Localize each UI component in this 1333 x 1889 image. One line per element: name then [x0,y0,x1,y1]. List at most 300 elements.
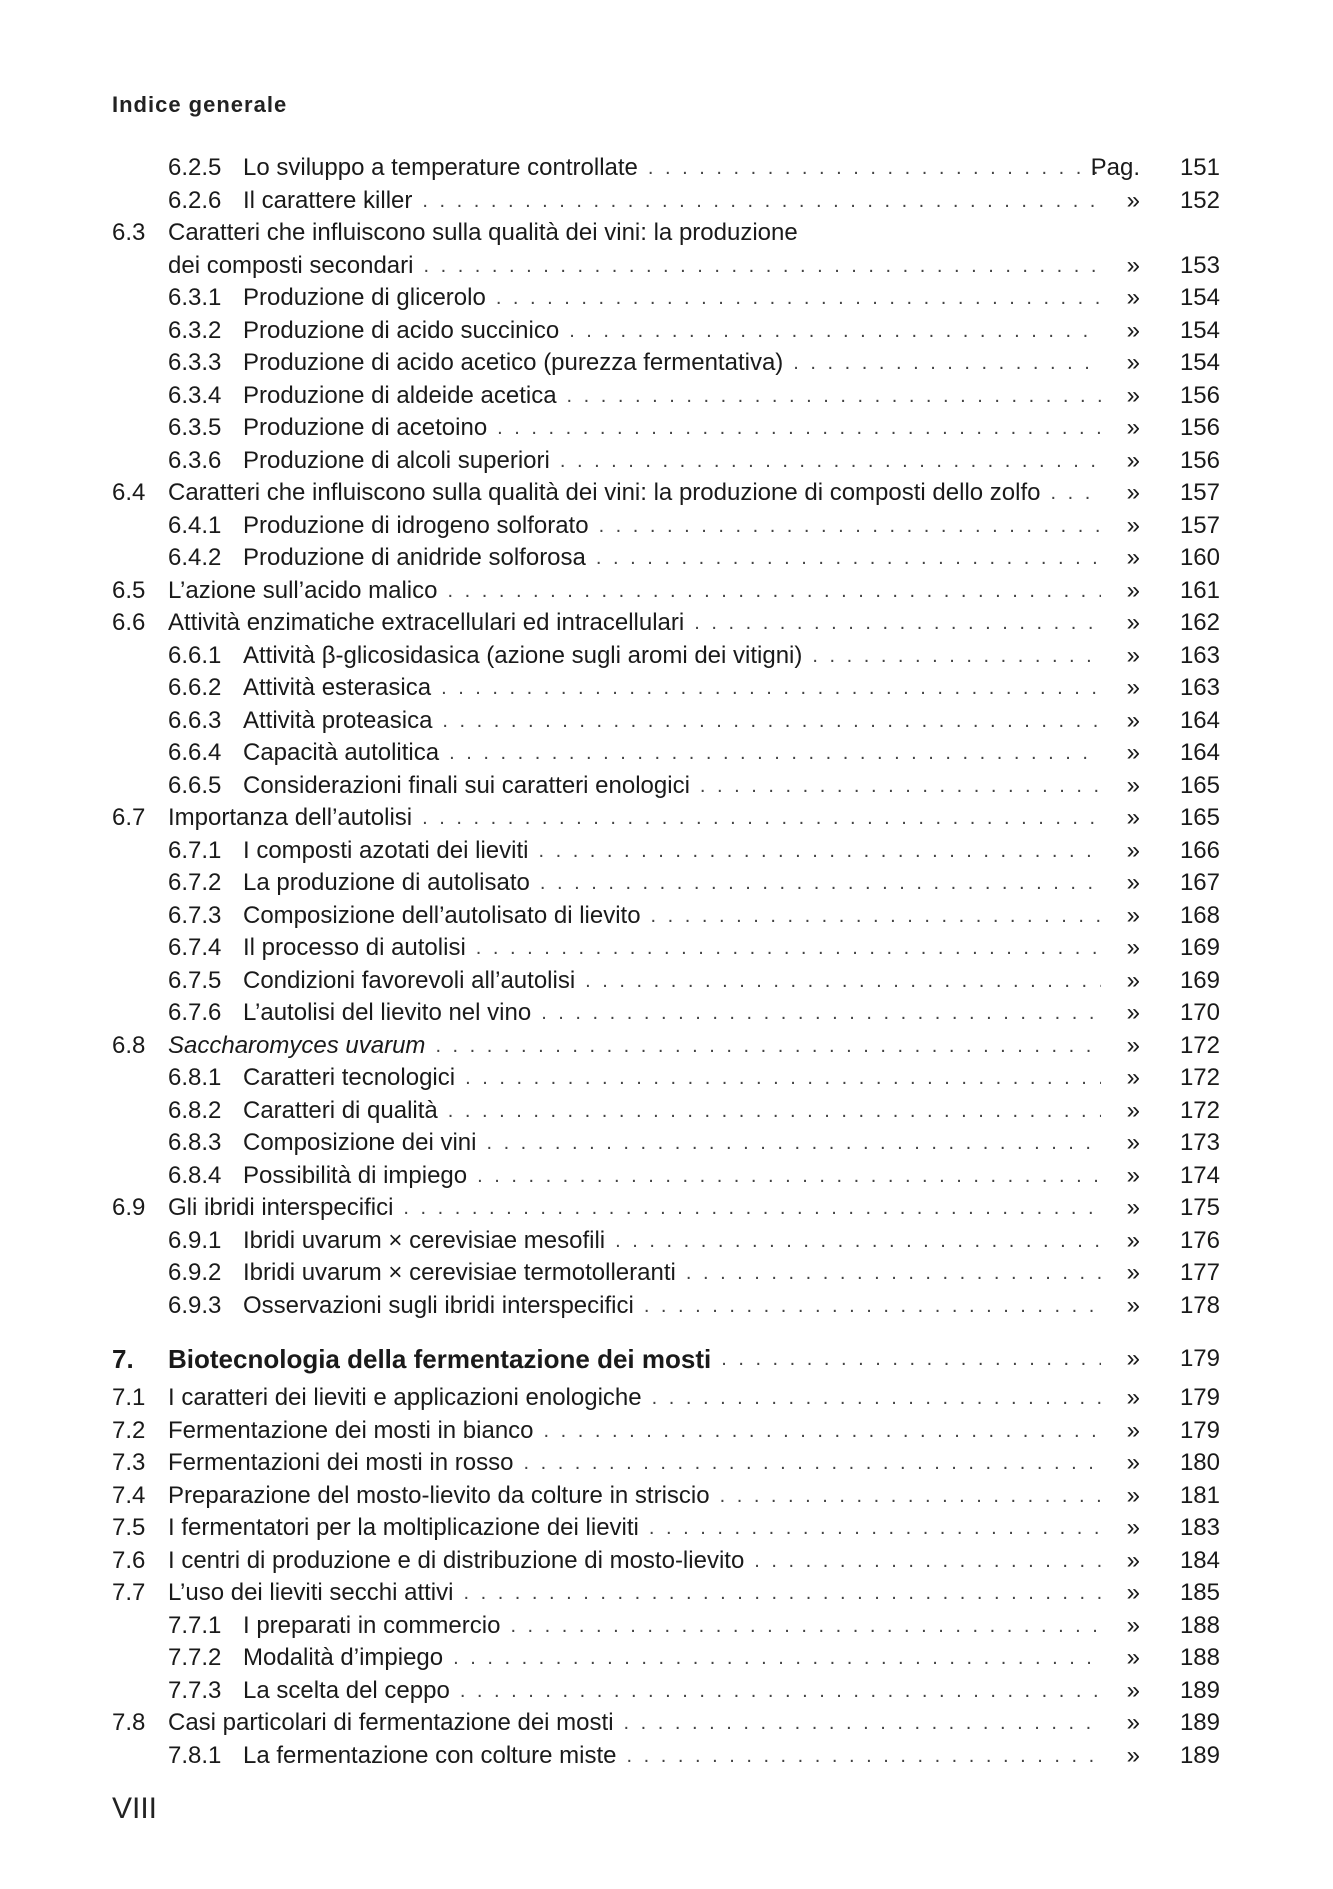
entry-title-line [243,542,1101,575]
page-reference: 166 [1179,836,1220,864]
section-title: Gli ibridi interspecifici [168,1192,403,1225]
page-marker: » [1126,934,1140,961]
dot-leader [460,1675,1101,1708]
entry-title-line [243,1257,1101,1290]
toc-entry [0,1062,1333,1095]
entry-title-line [168,1382,1101,1415]
page-marker: » [1126,674,1140,701]
dot-leader [477,1160,1101,1193]
entry-title-line [168,477,1101,510]
toc-entry [0,705,1333,738]
section-number: 6.8.1 [168,1064,222,1091]
dot-leader [649,1512,1101,1545]
section-number: 7.7 [112,1579,146,1606]
dot-leader [403,1192,1101,1225]
page-reference: 174 [1179,1161,1220,1189]
page-reference: 154 [1179,349,1220,376]
toc-entry [0,217,1333,250]
page-reference: 165 [1179,804,1220,831]
toc-entry [0,965,1333,998]
toc-entry [0,315,1333,348]
page-marker: » [1126,1579,1140,1606]
section-title: Biotecnologia della fermentazione dei mosti [168,1336,721,1382]
page-reference: 172 [1179,1031,1220,1059]
entry-title-line [243,152,1101,185]
dot-leader [497,412,1101,445]
page-reference: 178 [1179,1291,1220,1319]
page-marker: » [1126,1546,1140,1574]
page-marker: » [1126,284,1140,311]
page-marker: » [1126,251,1140,279]
dot-leader [812,640,1101,673]
section-title: Attività enzimatiche extracellulari ed intracellulari [168,607,694,640]
section-number: 6.4.2 [168,544,222,571]
page-reference: 179 [1179,1416,1220,1444]
section-title: Lo sviluppo a temperature controllate [243,152,648,185]
page-marker: » [1126,1676,1140,1704]
section-title: Produzione di aldeide acetica [243,380,567,413]
entry-title-line [243,932,1101,965]
dot-leader [560,445,1101,478]
dot-leader [447,575,1101,608]
page-reference: 189 [1179,1676,1220,1704]
section-title: La scelta del ceppo [243,1675,460,1708]
entry-title-line [168,1415,1101,1448]
section-title: Fermentazione dei mosti in bianco [168,1415,544,1448]
entry-title-line [168,1336,1101,1382]
section-number: 6.6.4 [168,739,222,766]
section-title: Il carattere killer [243,185,422,218]
entry-title-line [243,510,1101,543]
section-number: 6.9.1 [168,1226,222,1254]
section-title: L’autolisi del lievito nel vino [243,997,541,1030]
section-number: 6.7.2 [168,869,222,896]
toc-entry [0,737,1333,770]
page-reference: 185 [1179,1579,1220,1606]
toc-entry [0,1257,1333,1290]
page-reference: 172 [1179,1064,1220,1091]
entry-title-line [243,997,1101,1030]
section-number: 7.7.2 [168,1644,222,1671]
section-number: 6.3.5 [168,414,222,441]
page-marker: » [1126,381,1140,409]
section-number: 7.7.3 [168,1676,222,1704]
dot-leader [1050,477,1101,510]
section-number: 6.6 [112,609,146,636]
page-reference: 163 [1179,674,1220,701]
page-marker: » [1126,316,1140,344]
entry-title-line [243,445,1101,478]
entry-title-line [243,185,1101,218]
toc-entry [0,932,1333,965]
section-number: 7.6 [112,1546,146,1574]
toc-entry [0,1610,1333,1643]
page-reference: 156 [1179,414,1220,441]
entry-title-line [168,575,1101,608]
section-number: 7.5 [112,1514,146,1541]
page-reference: 164 [1179,739,1220,766]
page-reference: 164 [1179,706,1220,734]
toc-entry [0,640,1333,673]
dot-leader [596,542,1101,575]
dot-leader [721,1336,1101,1382]
entry-title-line [243,282,1101,315]
section-title: Attività esterasica [243,672,441,705]
section-number: 6.8 [112,1031,146,1059]
dot-leader [567,380,1101,413]
page-reference: 181 [1179,1481,1220,1509]
entry-title-line [243,1160,1101,1193]
section-number: 6.9.2 [168,1259,222,1286]
toc-entry [0,542,1333,575]
toc-entry [0,477,1333,510]
section-number: 6.3.1 [168,284,222,311]
page-marker: » [1126,414,1140,441]
page-reference: 157 [1179,511,1220,539]
section-number: 7. [112,1344,134,1374]
page-reference: 169 [1179,934,1220,961]
dot-leader [453,1642,1101,1675]
section-number: 6.9 [112,1194,146,1221]
dot-leader [449,737,1101,770]
toc-entry [0,1675,1333,1708]
section-title: Composizione dell’autolisato di lievito [243,900,651,933]
section-number: 7.8.1 [168,1741,222,1769]
dot-leader [441,672,1101,705]
section-number: 7.7.1 [168,1611,222,1639]
section-title: Produzione di anidride solforosa [243,542,596,575]
dot-leader [644,1290,1101,1323]
entry-title-line [243,315,1101,348]
page-marker: » [1126,1345,1140,1372]
dot-leader [510,1610,1101,1643]
section-title: La fermentazione con colture miste [243,1740,627,1773]
toc-entry [0,1415,1333,1448]
dot-leader [463,1577,1101,1610]
toc-entry [0,1512,1333,1545]
entry-title-line [168,217,1101,250]
section-title: Saccharomyces uvarum [168,1030,435,1063]
section-number: 7.4 [112,1481,146,1509]
toc-entry [0,1577,1333,1610]
section-number: 6.3.6 [168,446,222,474]
page-reference: 162 [1179,609,1220,636]
section-title: L’uso dei lieviti secchi attivi [168,1577,463,1610]
page-reference: 179 [1179,1345,1220,1372]
section-number: 6.8.2 [168,1096,222,1124]
section-number: 6.8.4 [168,1161,222,1189]
page-reference: 173 [1179,1129,1220,1156]
toc-entry [0,770,1333,803]
section-title: Caratteri che influiscono sulla qualità dei vini: la produzione di composti dello zolfo [168,477,1050,510]
page-marker: » [1126,1096,1140,1124]
entry-title-line [243,1127,1101,1160]
page-marker: » [1126,1031,1140,1059]
page-reference: 154 [1179,316,1220,344]
dot-leader [651,900,1101,933]
section-number: 6.3 [112,219,146,246]
toc-entry [0,1707,1333,1740]
section-title: Ibridi uvarum × cerevisiae termotolleranti [243,1257,686,1290]
toc-entry [0,282,1333,315]
section-title: Attività proteasica [243,705,442,738]
dot-leader [422,185,1101,218]
dot-leader [544,1415,1101,1448]
section-number: 6.2.6 [168,186,222,214]
dot-leader [615,1225,1101,1258]
section-title: Attività β-glicosidasica (azione sugli aromi dei vitigni) [243,640,812,673]
section-title: Produzione di acido acetico (purezza fermentativa) [243,347,793,380]
section-title: Il processo di autolisi [243,932,476,965]
dot-leader [599,510,1101,543]
toc-entry [0,250,1333,283]
dot-leader [652,1382,1101,1415]
toc-entry [0,185,1333,218]
section-title: Caratteri di qualità [243,1095,448,1128]
section-title: Caratteri tecnologici [243,1062,465,1095]
page-reference: 175 [1179,1194,1220,1221]
toc-entry [0,607,1333,640]
page-marker: » [1126,836,1140,864]
dot-leader [435,1030,1101,1063]
page-reference: 179 [1179,1384,1220,1411]
page-reference: 172 [1179,1096,1220,1124]
section-title: Composizione dei vini [243,1127,486,1160]
entry-title-line [243,770,1101,803]
page-marker: » [1126,544,1140,571]
toc-entry [0,1095,1333,1128]
dot-leader [700,770,1101,803]
section-title: Casi particolari di fermentazione dei mosti [168,1707,624,1740]
section-number: 6.6.2 [168,674,222,701]
page-marker: » [1126,901,1140,929]
toc-entry [0,1642,1333,1675]
dot-leader [422,802,1101,835]
entry-title-line [168,802,1101,835]
entry-title-line [168,1030,1101,1063]
toc-entry [0,152,1333,185]
running-head: Indice generale [112,92,288,117]
section-title: Possibilità di impiego [243,1160,477,1193]
toc-entry [0,347,1333,380]
section-number: 6.7 [112,804,146,831]
page-marker: » [1126,966,1140,994]
page-reference: 152 [1179,186,1220,214]
dot-leader [465,1062,1101,1095]
section-number: 6.6.5 [168,771,222,799]
section-number: 6.7.6 [168,999,222,1026]
toc-entry [0,380,1333,413]
section-number: 7.1 [112,1384,146,1411]
section-number: 7.8 [112,1709,146,1736]
section-number: 6.5 [112,576,146,604]
entry-title-line [243,965,1101,998]
section-number: 7.2 [112,1416,146,1444]
toc-entry [0,1447,1333,1480]
dot-leader [793,347,1101,380]
dot-leader [627,1740,1101,1773]
section-title: Produzione di glicerolo [243,282,496,315]
section-number: 6.4.1 [168,511,222,539]
page-marker: » [1126,1161,1140,1189]
page-marker: » [1126,739,1140,766]
toc-entry [0,802,1333,835]
section-title: Produzione di acido succinico [243,315,569,348]
section-title: I caratteri dei lieviti e applicazioni enologiche [168,1382,652,1415]
dot-leader [720,1480,1101,1513]
toc-entry [0,1290,1333,1323]
page-reference: 176 [1179,1226,1220,1254]
section-title: Osservazioni sugli ibridi interspecifici [243,1290,644,1323]
page-reference: 183 [1179,1514,1220,1541]
page-marker: » [1126,1226,1140,1254]
entry-title-line [243,672,1101,705]
entry-title-line [243,1062,1101,1095]
entry-title-line [168,250,1101,283]
page-marker: » [1126,1644,1140,1671]
page-reference: 188 [1179,1611,1220,1639]
entry-title-line [243,835,1101,868]
dot-leader [648,152,1101,185]
dot-leader [423,250,1101,283]
toc-entry [0,997,1333,1030]
toc-entry [0,1160,1333,1193]
section-title: I fermentatori per la moltiplicazione dei lieviti [168,1512,649,1545]
table-of-contents [0,152,1333,1772]
page-marker: » [1126,1709,1140,1736]
toc-entry [0,510,1333,543]
section-title: Considerazioni finali sui caratteri enologici [243,770,700,803]
section-title: Produzione di acetoino [243,412,497,445]
entry-title-line [243,412,1101,445]
toc-entry [0,672,1333,705]
page-reference: 165 [1179,771,1220,799]
page-marker: » [1126,1194,1140,1221]
dot-leader [541,997,1101,1030]
page-reference: 180 [1179,1449,1220,1476]
page-marker: » [1126,1514,1140,1541]
entry-title-line [243,737,1101,770]
toc-entry [0,900,1333,933]
section-number: 6.6.1 [168,641,222,669]
page-marker: » [1126,349,1140,376]
page-reference: 169 [1179,966,1220,994]
section-title: Caratteri che influiscono sulla qualità dei vini: la produzione [168,217,808,250]
section-title: L’azione sull’acido malico [168,575,447,608]
page-number: VIII [112,1792,158,1825]
page-marker: » [1126,1449,1140,1476]
dot-leader [448,1095,1101,1128]
toc-entry [0,445,1333,478]
section-title: dei composti secondari [168,250,423,283]
toc-entry [0,867,1333,900]
page-reference: 189 [1179,1709,1220,1736]
toc-entry [0,1225,1333,1258]
page-marker: » [1126,1611,1140,1639]
dot-leader [538,835,1101,868]
entry-title-line [243,867,1101,900]
page-reference: 188 [1179,1644,1220,1671]
page-marker: » [1126,1481,1140,1509]
entry-title-line [168,607,1101,640]
page-reference: 156 [1179,446,1220,474]
section-title: Capacità autolitica [243,737,449,770]
toc-entry [0,1480,1333,1513]
page-marker: » [1126,576,1140,604]
section-number: 6.6.3 [168,706,222,734]
dot-leader [486,1127,1101,1160]
page-marker: » [1126,1384,1140,1411]
entry-title-line [243,640,1101,673]
section-title: I centri di produzione e di distribuzione di mosto-lievito [168,1545,754,1578]
entry-title-line [243,1610,1101,1643]
dot-leader [694,607,1101,640]
page-reference: 170 [1179,999,1220,1026]
page-reference: 167 [1179,869,1220,896]
page-marker: » [1126,186,1140,214]
section-number: 6.2.5 [168,154,222,181]
section-number: 6.3.4 [168,381,222,409]
toc-entry [0,1192,1333,1225]
page-reference: 151 [1179,154,1220,181]
page-marker: » [1126,1129,1140,1156]
section-number: 7.3 [112,1449,146,1476]
dot-leader [496,282,1101,315]
section-title: Condizioni favorevoli all’autolisi [243,965,585,998]
entry-title-line [168,1707,1101,1740]
entry-title-line [243,347,1101,380]
page-marker: » [1126,1416,1140,1444]
section-title: Ibridi uvarum × cerevisiae mesofili [243,1225,615,1258]
toc-entry [0,575,1333,608]
page-marker: » [1126,804,1140,831]
dot-leader [523,1447,1101,1480]
section-number: 6.4 [112,479,146,506]
page-marker: » [1126,706,1140,734]
page-marker: » [1126,869,1140,896]
page-marker: Pag. [1090,154,1140,181]
page-marker: » [1126,609,1140,636]
page-reference: 177 [1179,1259,1220,1286]
entry-title-line [168,1480,1101,1513]
entry-title-line [168,1577,1101,1610]
page-reference: 160 [1179,544,1220,571]
section-number: 6.8.3 [168,1129,222,1156]
section-number: 6.3.2 [168,316,222,344]
dot-leader [624,1707,1101,1740]
section-title: Produzione di alcoli superiori [243,445,560,478]
section-title: Importanza dell’autolisi [168,802,422,835]
entry-title-line [243,1290,1101,1323]
page-marker: » [1126,1291,1140,1319]
entry-title-line [168,1447,1101,1480]
toc-entry [0,1030,1333,1063]
section-number: 6.7.3 [168,901,222,929]
entry-title-line [168,1545,1101,1578]
toc-entry [0,412,1333,445]
page-marker: » [1126,479,1140,506]
page-marker: » [1126,999,1140,1026]
page-marker: » [1126,1741,1140,1769]
section-number: 6.7.5 [168,966,222,994]
entry-title-line [243,380,1101,413]
page-reference: 161 [1179,576,1220,604]
dot-leader [585,965,1101,998]
toc-entry [0,1127,1333,1160]
toc-entry [0,835,1333,868]
toc-entry [0,1382,1333,1415]
dot-leader [754,1545,1101,1578]
